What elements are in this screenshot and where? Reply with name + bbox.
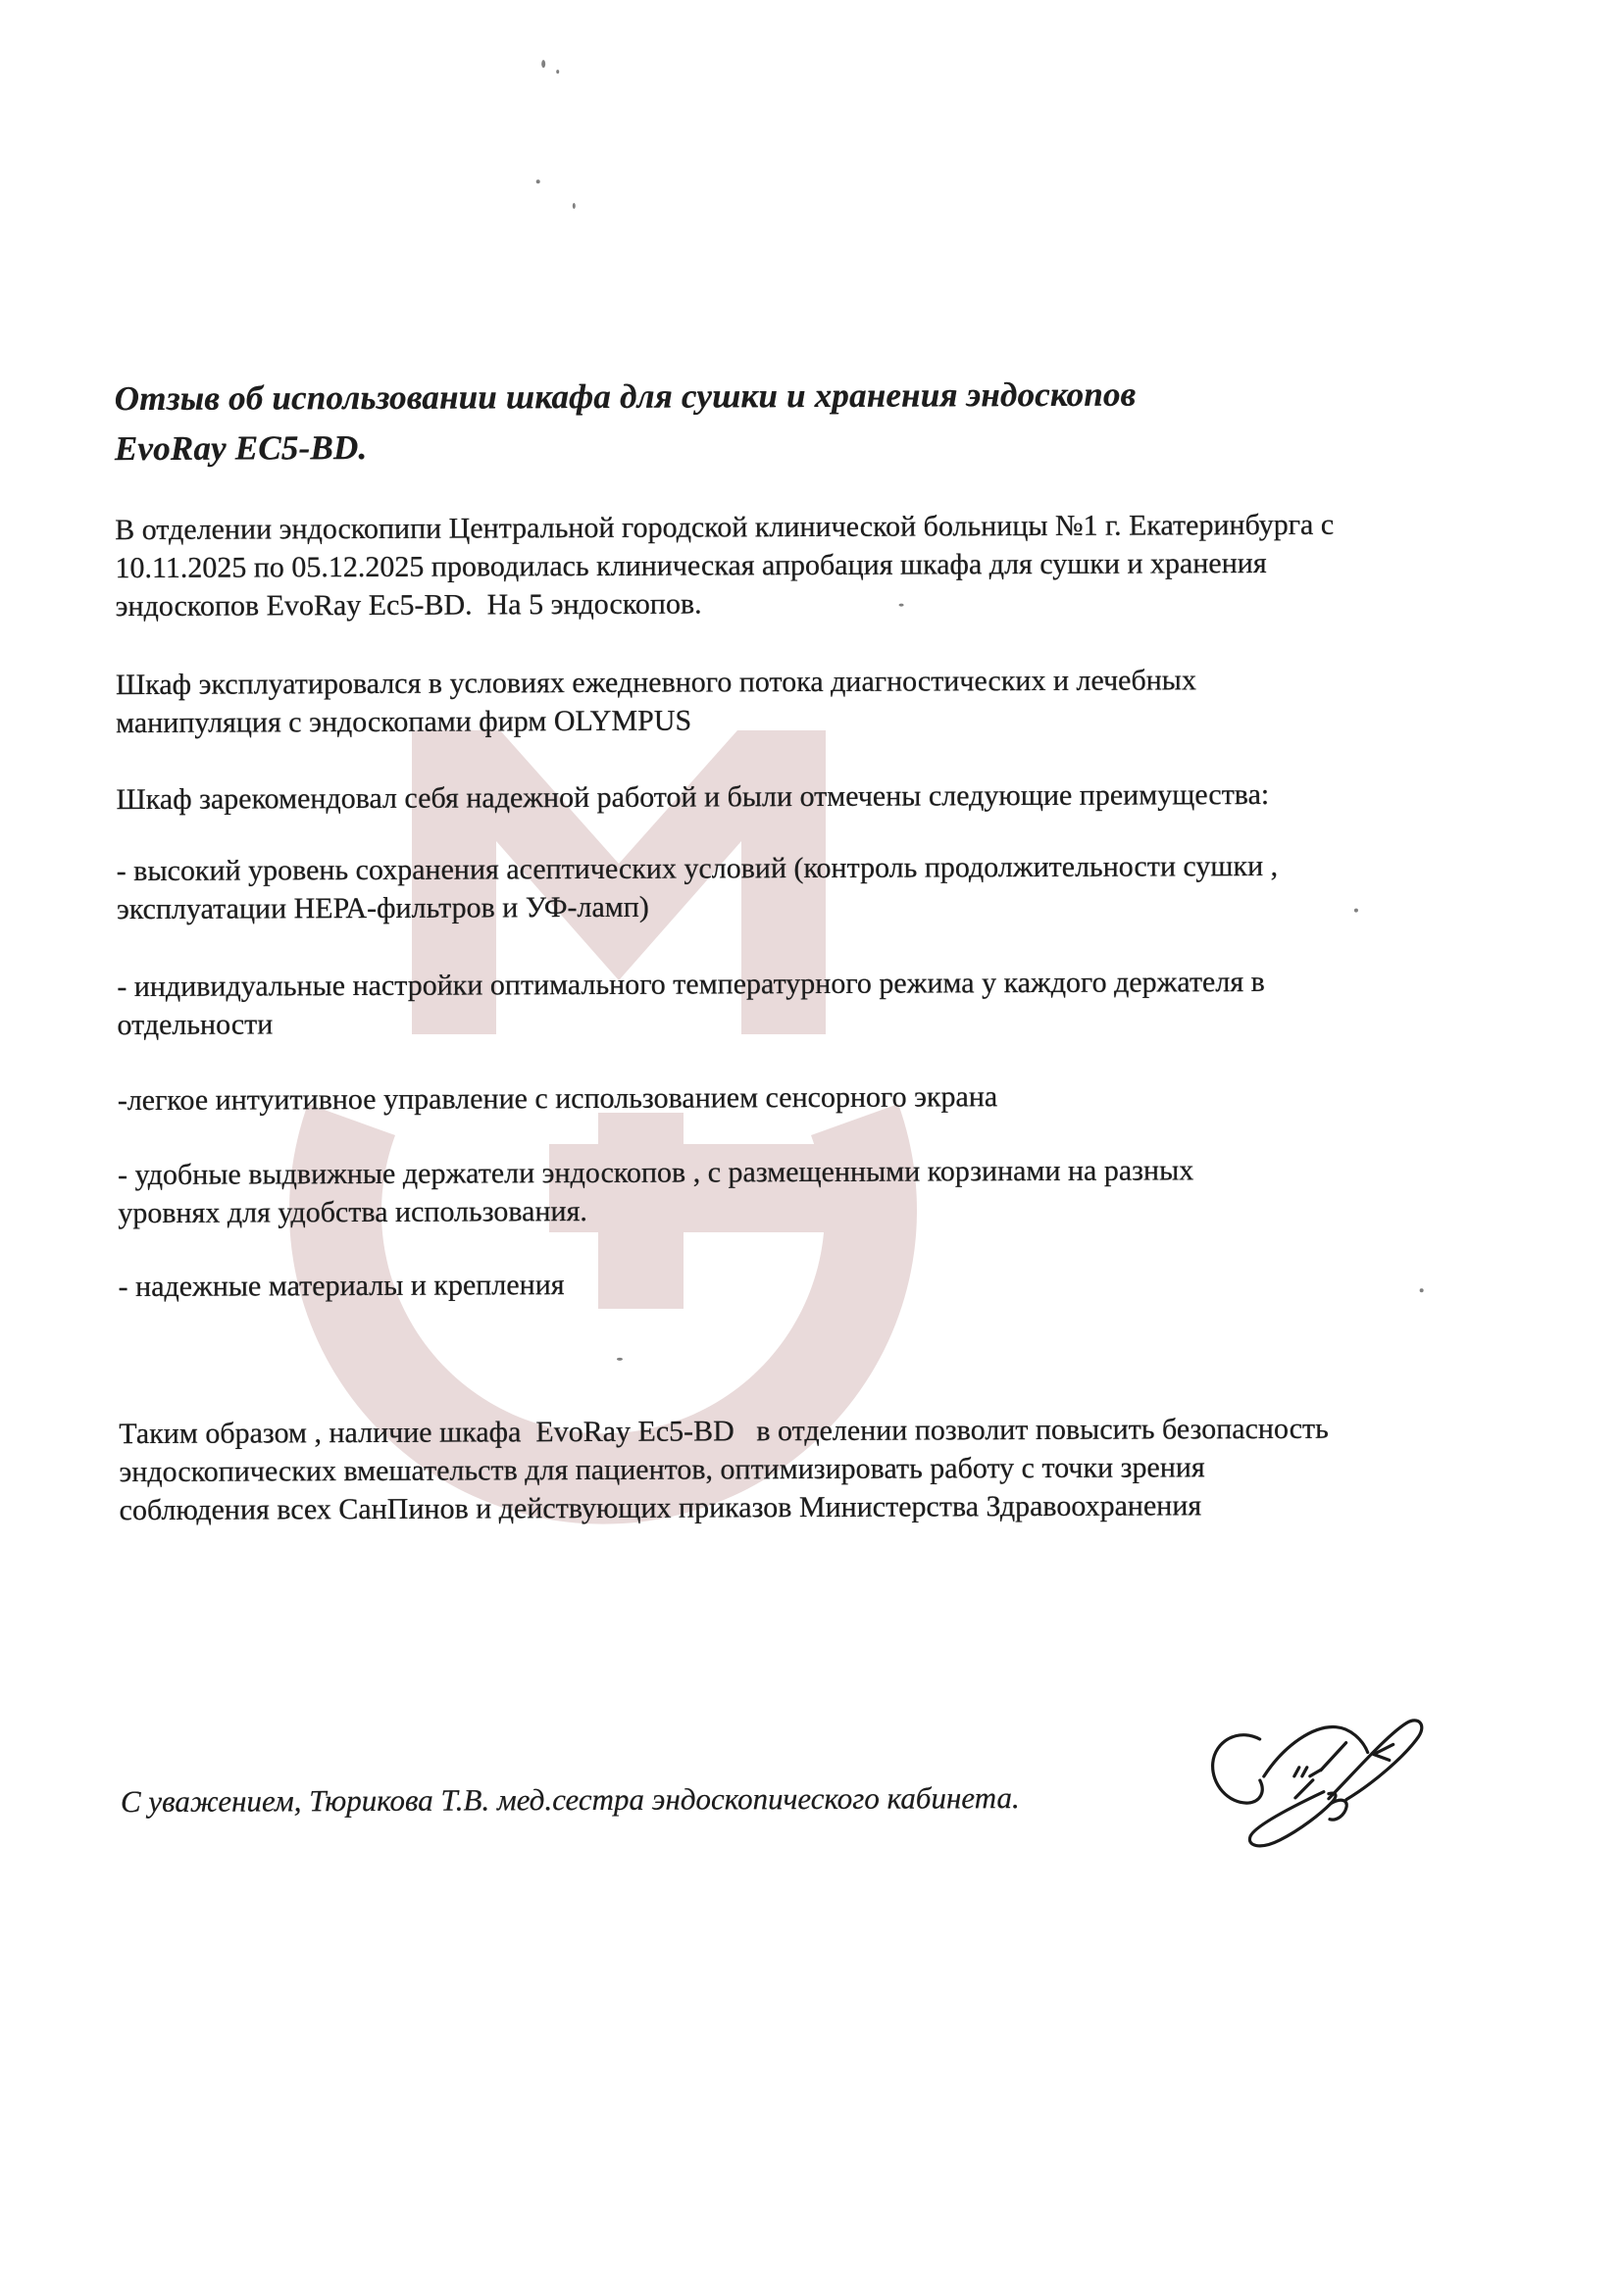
document-title: Отзыв об использовании шкафа для сушки и хранения эндоскопов EvoRay EC5-BD. xyxy=(114,374,1145,469)
scan-speck xyxy=(1420,1288,1424,1292)
advantage-item: - индивидуальные настройки оптимального температурного режима у каждого держателя в отдельности xyxy=(117,965,1273,1042)
advantage-item: - надежные материалы и крепления xyxy=(118,1269,565,1304)
scan-speck xyxy=(573,203,576,209)
scan-speck xyxy=(899,604,904,607)
advantage-item: - высокий уровень сохранения асептических условий (контроль продолжительности сушки , эксплуатации НЕРА-фильтров и УФ-ламп) xyxy=(116,849,1286,926)
paragraph-introduction: В отделении эндоскопипи Центральной городской клинической больницы №1 г. Екатеринбурга с 10.11.2025 по 05.12.2025 проводилась клиническая апробация шкафа для сушки и хранения эндоскопов EvoRay Ec5-BD. На 5 эндоскопов. xyxy=(115,508,1342,624)
scan-speck xyxy=(556,70,559,74)
paragraph-operation: Шкаф эксплуатировался в условиях ежедневного потока диагностических и лечебных манипуляция с эндоскопами фирм OLYMPUS xyxy=(115,664,1204,740)
paragraph-conclusion: Таким образом , наличие шкафа EvoRay Ec5-BD в отделении позволит повысить безопасность эндоскопических вмешательств для пациентов, оптимизировать работу с точки зрения соблюдения всех СанПинов и действующих приказов Министерства Здравоохранения xyxy=(119,1412,1337,1527)
closing-line: С уважением, Тюрикова Т.В. мед.сестра эндоскопического кабинета. xyxy=(120,1780,1020,1820)
scan-speck xyxy=(536,179,540,183)
advantage-item: - удобные выдвижные держатели эндоскопов , с размещенными корзинами на разных уровнях для удобства использования. xyxy=(118,1154,1201,1230)
paragraph-advantages-intro: Шкаф зарекомендовал себя надежной работой и были отмечены следующие преимущества: xyxy=(116,777,1270,817)
advantage-item: -легкое интуитивное управление с использованием сенсорного экрана xyxy=(117,1080,998,1118)
handwritten-signature xyxy=(1200,1705,1432,1853)
scan-speck xyxy=(1354,909,1358,913)
scan-speck xyxy=(617,1358,623,1361)
scan-speck xyxy=(541,60,545,68)
